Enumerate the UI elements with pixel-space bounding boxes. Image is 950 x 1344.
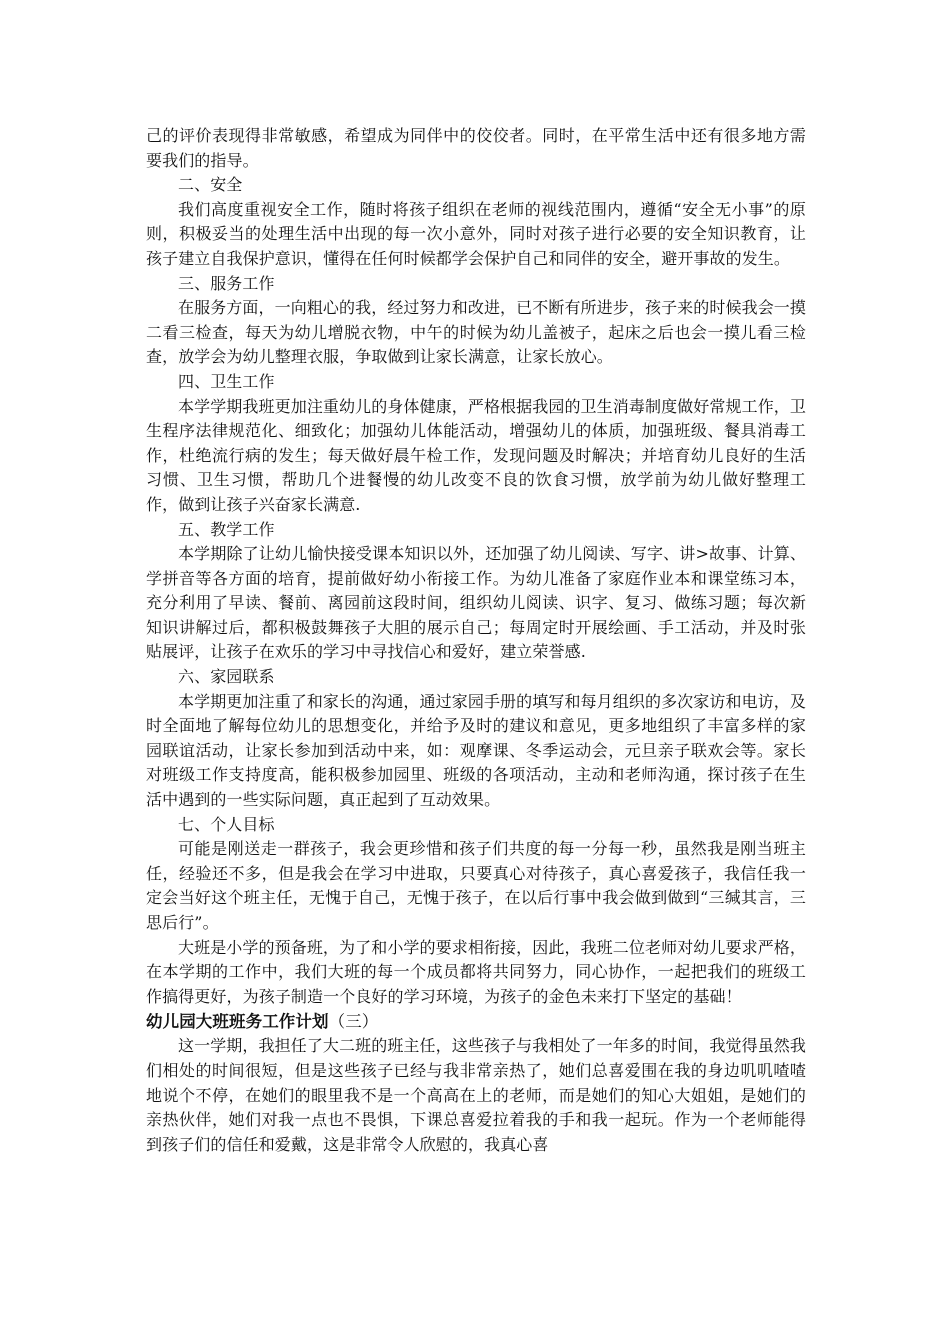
section-paragraph-teaching: 本学期除了让幼儿愉快接受课本知识以外，还加强了幼儿阅读、写字、讲>故事、计算、学拼音等各方面的培育，提前做好幼小衔接工作。为幼儿准备了家庭作业本和课堂练习本，充分利用了早读、餐前、离园前这段时间，组织幼儿阅读、识字、复习、做练习题；每次新知识讲解过后，都积极鼓舞孩子大胆的展示自己；每周定时开展绘画、手工活动，并及时张贴展评，让孩子在欢乐的学习中寻找信心和爱好，建立荣誉感. xyxy=(146,544,806,662)
document-title-suffix: （三） xyxy=(328,1012,379,1032)
section-paragraph-hygiene: 本学学期我班更加注重幼儿的身体健康，严格根据我园的卫生消毒制度做好常规工作，卫生程序法律规范化、细致化；加强幼儿体能活动，增强幼儿的体质，加强班级、餐具消毒工作，杜绝流行病的发生；每天做好晨午检工作，发现问题及时解决；并培育幼儿良好的生活习惯、卫生习惯，帮助几个进餐慢的幼儿改变不良的饮食习惯，放学前为幼儿做好整理工作，做到让孩子兴奋家长满意. xyxy=(146,396,806,514)
next-document-paragraph: 这一学期，我担任了大二班的班主任，这些孩子与我相处了一年多的时间，我觉得虽然我们相处的时间很短，但是这些孩子已经与我非常亲热了，她们总喜爱围在我的身边叽叽喳喳地说个不停，在她们的眼里我不是一个高高在上的老师，而是她们的知心大姐姐，是她们的亲热伙伴，她们对我一点也不畏惧，下课总喜爱拉着我的手和我一起玩。作为一个老师能得到孩子们的信任和爱戴，这是非常令人欣慰的，我真心喜 xyxy=(146,1036,806,1154)
section-heading-hygiene: 四、卫生工作 xyxy=(178,371,275,391)
section-safety xyxy=(146,173,806,271)
section-heading-home-school: 六、家园联系 xyxy=(178,667,275,687)
section-heading-safety: 二、安全 xyxy=(178,175,243,195)
document-page xyxy=(146,124,806,1157)
section-heading-teaching: 五、教学工作 xyxy=(178,519,275,539)
section-service xyxy=(146,272,806,370)
document-title-text: 幼儿园大班班务工作计划 xyxy=(146,1012,329,1032)
section-teaching xyxy=(146,518,806,666)
section-paragraph-safety: 我们高度重视安全工作，随时将孩子组织在老师的视线范围内，遵循“安全无小事”的原则，积极妥当的处理生活中出现的每一次小意外，同时对孩子进行必要的安全知识教育，让孩子建立自我保护意识，懂得在任何时候都学会保护自己和同伴的安全，避开事故的发生。 xyxy=(146,199,806,268)
section-paragraph-closing: 大班是小学的预备班，为了和小学的要求相衔接，因此，我班二位老师对幼儿要求严格，在本学期的工作中，我们大班的每一个成员都将共同努力，同心协作，一起把我们的班级工作搞得更好，为孩子制造一个良好的学习环境，为孩子的金色未来打下坚定的基础！ xyxy=(146,937,806,1006)
section-heading-personal-goals: 七、个人目标 xyxy=(178,814,275,834)
section-hygiene xyxy=(146,370,806,518)
section-paragraph-service: 在服务方面，一向粗心的我，经过努力和改进，已不断有所进步，孩子来的时候我会一摸二看三检查，每天为幼儿增脱衣物，中午的时候为幼儿盖被子，起床之后也会一摸儿看三检查，放学会为幼儿整理衣服，争取做到让家长满意，让家长放心。 xyxy=(146,298,806,367)
document-title xyxy=(146,1009,806,1034)
section-paragraph-home-school: 本学期更加注重了和家长的沟通，通过家园手册的填写和每月组织的多次家访和电访，及时全面地了解每位幼儿的思想变化，并给予及时的建议和意见，更多地组织了丰富多样的家园联谊活动，让家长参加到活动中来，如：观摩课、冬季运动会，元旦亲子联欢会等。家长对班级工作支持度高，能积极参加园里、班级的各项活动，主动和老师沟通，探讨孩子在生活中遇到的一些实际问题，真正起到了互动效果。 xyxy=(146,691,806,810)
intro-continuation-paragraph: 己的评价表现得非常敏感，希望成为同伴中的佼佼者。同时，在平常生活中还有很多地方需要我们的指导。 xyxy=(146,126,806,170)
section-heading-service: 三、服务工作 xyxy=(178,273,275,293)
section-personal-goals xyxy=(146,813,806,1010)
section-paragraph-personal-goals: 可能是刚送走一群孩子，我会更珍惜和孩子们共度的每一分每一秒，虽然我是刚当班主任，经验还不多，但是我会在学习中进取，只要真心对待孩子，真心喜爱孩子，我信任我一定会当好这个班主任，无愧于自己，无愧于孩子，在以后行事中我会做到做到“三缄其言，三思后行”。 xyxy=(146,839,806,932)
section-home-school xyxy=(146,665,806,813)
